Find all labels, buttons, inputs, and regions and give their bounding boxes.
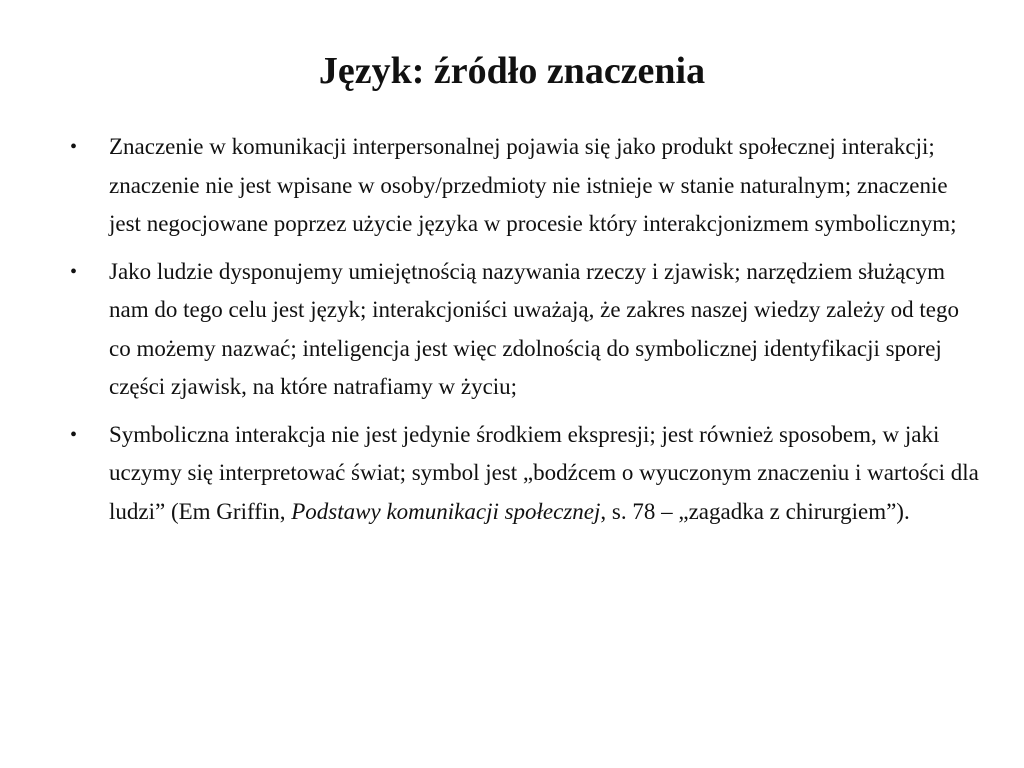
bullet-text: Jako ludzie dysponujemy umiejętnością nazywania rzeczy i zjawisk; narzędziem służącym nam do tego celu jest język; interakcjoniści uważają, że zakres naszej wiedzy zależy od tego co możemy nazwać; inteligencja jest więc zdolnością do symbolicznej identyfikacji sporej części zjawisk, na które natrafiamy w życiu; [109, 258, 959, 399]
bullet-text-start: Symboliczna interakcja nie jest jedynie środkiem ekspresji; jest również sposobem, w jaki uczymy się interpretować świat; symbol jest „bodźcem o wyuczonym znaczeniu i wartości dla ludzi” (Em Griffin, [109, 421, 979, 524]
bullet-marker: • [70, 423, 78, 446]
bullet-list [70, 128, 985, 540]
book-title: Podstawy komunikacji społecznej [291, 498, 601, 524]
bullet-item-meaning [70, 128, 985, 244]
slide-title: Język: źródło znaczenia [318, 50, 706, 92]
bullet-item-symbolic-interaction [70, 416, 985, 532]
bullet-item-naming [70, 253, 985, 407]
bullet-text: Znaczenie w komunikacji interpersonalnej pojawia się jako produkt społecznej interakcji; znaczenie nie jest wpisane w osoby/przedmioty nie istnieje w stanie naturalnym; znaczenie jest negocjowane poprzez użycie języka w procesie który interakcjonizmem symbolicznym; [109, 134, 957, 236]
bullet-marker: • [70, 136, 78, 158]
bullet-text-end: , s. 78 – „zagadka z chirurgiem”). [600, 498, 910, 524]
bullet-marker: • [70, 260, 78, 283]
